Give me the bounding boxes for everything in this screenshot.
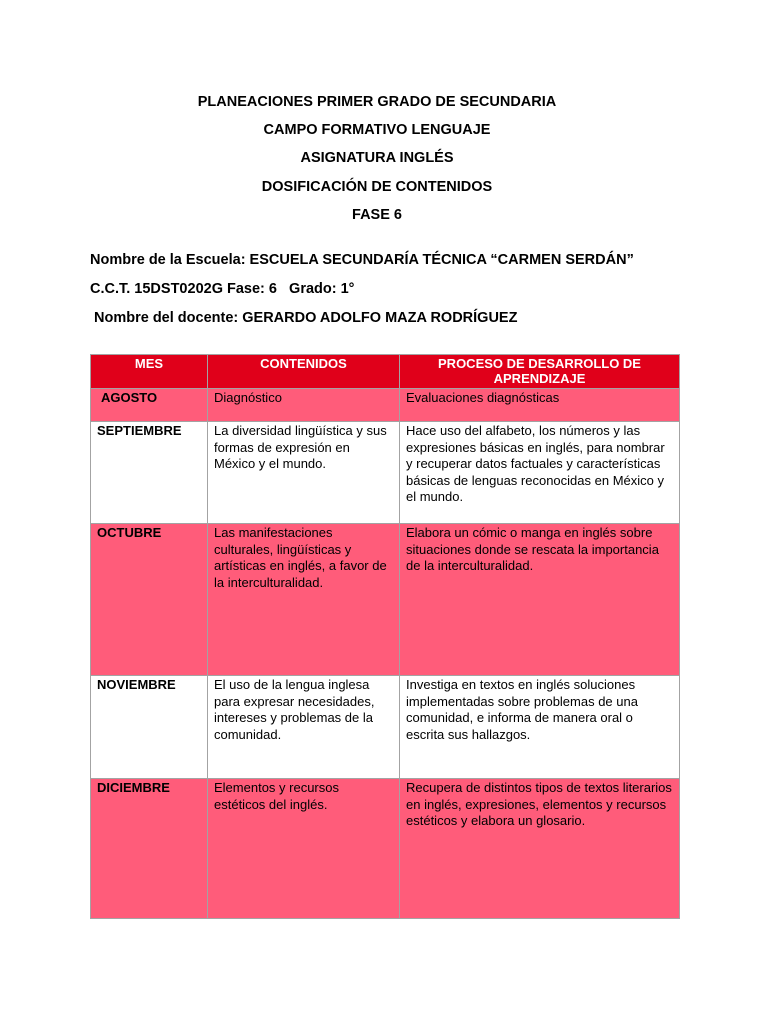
month-cell: OCTUBRE	[91, 524, 208, 676]
table-row-agosto	[91, 389, 680, 422]
table-row-diciembre	[91, 779, 680, 919]
table-row-octubre	[91, 524, 680, 676]
process-cell: Investiga en textos en inglés soluciones implementadas sobre problemas de una comunidad, e informa de manera oral o escrita sus hallazgos.	[400, 676, 680, 779]
table-row-septiembre	[91, 422, 680, 524]
month-cell: DICIEMBRE	[91, 779, 208, 919]
process-cell: Elabora un cómic o manga en inglés sobre situaciones donde se rescata la importancia de la interculturalidad.	[400, 524, 680, 676]
school-name: Nombre de la Escuela: ESCUELA SECUNDARÍA TÉCNICA “CARMEN SERDÁN”	[90, 252, 634, 268]
header-month: MES	[91, 355, 208, 389]
table-row-noviembre	[91, 676, 680, 779]
content-cell: Diagnóstico	[208, 389, 400, 422]
content-cell: El uso de la lengua inglesa para expresar necesidades, intereses y problemas de la comunidad.	[208, 676, 400, 779]
heading-line-phase: FASE 6	[352, 206, 402, 223]
month-cell: SEPTIEMBRE	[91, 422, 208, 524]
school-cct: C.C.T. 15DST0202G Fase: 6 Grado: 1°	[90, 281, 355, 297]
process-cell: Recupera de distintos tipos de textos literarios en inglés, expresiones, elementos y recursos estéticos y elabora un glosario.	[400, 779, 680, 919]
content-cell: Elementos y recursos estéticos del inglés.	[208, 779, 400, 919]
document-heading	[0, 92, 768, 233]
month-cell: AGOSTO	[91, 389, 208, 422]
heading-line-field: CAMPO FORMATIVO LENGUAJE	[263, 122, 491, 139]
teacher-name: Nombre del docente: GERARDO ADOLFO MAZA RODRÍGUEZ	[94, 310, 518, 326]
table-header-row	[91, 355, 680, 389]
process-cell: Hace uso del alfabeto, los números y las expresiones básicas en inglés, para nombrar y recuperar datos factuales y características básicas de lenguas reconocidas en México y el mundo.	[400, 422, 680, 524]
heading-line-dosification: DOSIFICACIÓN DE CONTENIDOS	[261, 178, 493, 195]
heading-line-subject: ASIGNATURA INGLÉS	[300, 150, 454, 167]
process-cell: Evaluaciones diagnósticas	[400, 389, 680, 422]
header-process: PROCESO DE DESARROLLO DE APRENDIZAJE	[400, 355, 680, 389]
month-cell: NOVIEMBRE	[91, 676, 208, 779]
header-contents: CONTENIDOS	[208, 355, 400, 389]
content-cell: Las manifestaciones culturales, lingüísticas y artísticas en inglés, a favor de la interculturalidad.	[208, 524, 400, 676]
school-info	[90, 250, 710, 337]
heading-line-title: PLANEACIONES PRIMER GRADO DE SECUNDARIA	[197, 94, 557, 110]
content-cell: La diversidad lingüística y sus formas de expresión en México y el mundo.	[208, 422, 400, 524]
content-dosification-table	[90, 354, 680, 919]
